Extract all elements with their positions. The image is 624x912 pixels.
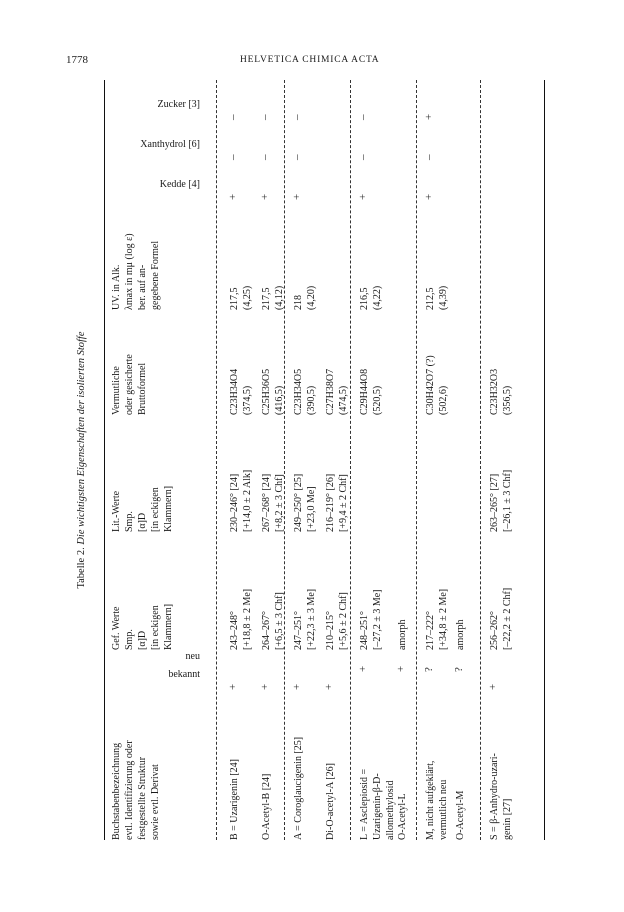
cell-formel [358, 369, 384, 415]
caption-title: Die wichtigsten Eigenschaften der isolierten Stoffe [76, 331, 87, 545]
text-line: Di-O-acetyl-A [26] [325, 763, 336, 840]
mark-zucker: – [227, 114, 239, 120]
text-line: Vermutliche [111, 366, 122, 415]
text-line: (502,6) [438, 385, 449, 415]
cell-gef [260, 592, 286, 650]
cell-formel [292, 369, 318, 415]
cell-name [396, 793, 409, 840]
text-line: 263–265° [27] [489, 473, 500, 532]
text-line: [in eckigen [150, 605, 161, 650]
mark-neu: ? [453, 667, 465, 672]
text-line: Klammern] [163, 485, 174, 532]
mark-bekannt: + [323, 683, 335, 690]
text-line: (520,5) [372, 385, 383, 415]
mark-xanthydrol: – [423, 154, 435, 160]
text-line: λmax in mμ (log ε) [124, 233, 135, 310]
text-line: (4,39) [438, 285, 449, 310]
text-line: ber. auf an- [137, 264, 148, 310]
text-line: (4,22) [372, 285, 383, 310]
mark-xanthydrol: – [357, 154, 369, 160]
cell-formel [324, 369, 350, 415]
cell-lit [260, 474, 286, 532]
text-line: B = Uzarigenin [24] [229, 759, 240, 840]
cell-formel [488, 369, 514, 415]
text-line: evtl. Identifizierung oder [124, 740, 135, 840]
column-header-zucker [110, 99, 200, 122]
text-line: 248–251° [359, 611, 370, 650]
text-line: (4,12) [274, 285, 285, 310]
text-line: [+8,2 ± 3 Chf] [274, 474, 285, 532]
mark-zucker: – [259, 114, 271, 120]
cell-name [488, 753, 514, 840]
text-line: O-Acetyl-M [455, 790, 466, 840]
column-header-label: neu [185, 651, 200, 662]
text-line: [α]D [137, 630, 148, 650]
text-line: (474,5) [338, 385, 349, 415]
cell-uv [424, 286, 450, 310]
mark-zucker: + [423, 113, 435, 120]
text-line: Gef. Werte [111, 606, 122, 650]
cell-name [260, 774, 273, 840]
mark-zucker: – [291, 114, 303, 120]
text-line: C23H32O3 [489, 368, 500, 415]
group-separator [284, 80, 285, 840]
column-header-uv [110, 233, 162, 310]
text-line: amorph [397, 619, 408, 650]
text-line: Buchstabenbezeichnung [111, 742, 122, 840]
header-rule [216, 80, 217, 840]
text-line: Uzarigenin-β-D- [372, 773, 383, 840]
text-line: A = Coroglaucigenin [25] [293, 736, 304, 840]
text-line: O-Acetyl-L [397, 793, 408, 840]
mark-kedde: + [423, 193, 435, 200]
page-header [0, 0, 624, 66]
text-line: 243–248° [229, 611, 240, 650]
text-line: (4,25) [242, 285, 253, 310]
text-line: (416,5) [274, 385, 285, 415]
cell-name [292, 737, 305, 840]
mark-kedde: + [259, 193, 271, 200]
cell-gef [292, 589, 318, 650]
mark-bekannt: + [487, 683, 499, 690]
text-line: (374,5) [242, 385, 253, 415]
text-line: 216–219° [26] [325, 473, 336, 532]
column-header-lit [110, 486, 175, 532]
text-line: UV. in Alk. [111, 264, 122, 310]
text-line: Lit.-Werte [111, 490, 122, 532]
text-line: C23H34O5 [293, 368, 304, 415]
top-rule [104, 80, 105, 840]
text-line: [+9,4 ± 2 Chf] [338, 474, 349, 532]
mark-zucker: – [357, 114, 369, 120]
text-line: [+6,5 ± 3 Chf] [274, 592, 285, 650]
text-line: [–27,2 ± 3 Me] [372, 589, 383, 650]
column-header-label: Zucker [3] [157, 99, 200, 110]
cell-formel [260, 369, 286, 415]
text-line: Smp. [124, 511, 135, 532]
text-line: 247–251° [293, 611, 304, 650]
text-line: L = Asclepiosid = [359, 768, 370, 840]
text-line: gegebene Formel [150, 240, 161, 310]
mark-xanthydrol: – [259, 154, 271, 160]
text-line: [+18,8 ± 2 Me] [242, 588, 253, 650]
text-line: S = β-Anhydro-uzari- [489, 753, 500, 840]
mark-bekannt: + [291, 683, 303, 690]
column-header-gef [110, 604, 175, 650]
mark-neu: ? [423, 667, 435, 672]
caption-prefix: Tabelle 2. [76, 547, 87, 589]
text-line: C29H44O8 [359, 368, 370, 415]
cell-name [454, 791, 467, 840]
cell-gef [454, 619, 467, 650]
cell-gef [396, 619, 409, 650]
mark-kedde: + [227, 193, 239, 200]
cell-uv [292, 286, 318, 310]
mark-xanthydrol: – [227, 154, 239, 160]
cell-name [424, 761, 450, 840]
text-line: [–26,1 ± 3 Chf] [502, 469, 513, 532]
mark-kedde: + [291, 193, 303, 200]
cell-formel [228, 369, 254, 415]
text-line: 212,5 [425, 287, 436, 310]
column-header-name [110, 740, 162, 840]
mark-kedde: + [357, 193, 369, 200]
text-line: O-Acetyl-B [24] [261, 773, 272, 840]
text-line: (4,20) [306, 285, 317, 310]
mark-bekannt: + [227, 683, 239, 690]
column-header-label: Kedde [4] [159, 179, 200, 190]
mark-xanthydrol: – [291, 154, 303, 160]
cell-lit [488, 470, 514, 532]
cell-uv [260, 286, 286, 310]
text-line: 267–268° [24] [261, 473, 272, 532]
bottom-rule [544, 80, 545, 840]
cell-gef [324, 592, 350, 650]
text-line: 218 [293, 295, 304, 310]
text-line: 256–262° [489, 611, 500, 650]
text-line: 216,5 [359, 287, 370, 310]
cell-uv [358, 286, 384, 310]
text-line: 217,5 [261, 287, 272, 310]
column-header-kedde [110, 179, 200, 202]
text-line: [+5,6 ± 2 Chf] [338, 592, 349, 650]
group-separator [480, 80, 481, 840]
column-header-formel [110, 354, 149, 415]
cell-name [228, 759, 241, 840]
text-line: vermutlich neu [438, 779, 449, 840]
text-line: amorph [455, 619, 466, 650]
text-line: Bruttoformel [137, 362, 148, 415]
page-number: 1778 [66, 54, 88, 66]
mark-neu: + [395, 665, 407, 672]
column-header-label: Xanthydrol [6] [140, 139, 200, 150]
text-line: [+22,3 ± 3 Me] [306, 588, 317, 650]
cell-gef [424, 589, 450, 650]
text-line: 217,5 [229, 287, 240, 310]
text-line: 217–222° [425, 611, 436, 650]
table-caption [76, 80, 87, 840]
text-line: festgestellte Struktur [137, 756, 148, 840]
group-separator [350, 80, 351, 840]
text-line: C27H38O7 [325, 368, 336, 415]
cell-gef [358, 590, 384, 650]
text-line: 264–267° [261, 611, 272, 650]
text-line: (390,5) [306, 385, 317, 415]
cell-gef [228, 589, 254, 650]
cell-uv [228, 286, 254, 310]
journal-title: HELVETICA CHIMICA ACTA [240, 55, 380, 65]
text-line: Klammern] [163, 603, 174, 650]
text-line: sowie evtl. Derivat [150, 764, 161, 840]
mark-bekannt: + [259, 683, 271, 690]
column-header-label: bekannt [168, 669, 200, 680]
rotated-table [70, 80, 550, 840]
text-line: [–22,2 ± 2 Chf] [502, 587, 513, 650]
text-line: [α]D [137, 512, 148, 532]
cell-formel [424, 355, 450, 415]
column-header-xanthydrol [110, 139, 200, 162]
text-line: oder gesicherte [124, 354, 135, 415]
text-line: [+23,0 Me] [306, 486, 317, 532]
cell-name [358, 769, 397, 840]
cell-lit [324, 474, 350, 532]
text-line: 230–246° [24] [229, 473, 240, 532]
text-line: allomethylosid [385, 780, 396, 840]
cell-lit [228, 470, 254, 532]
cell-gef [488, 588, 514, 650]
column-header-bekannt [110, 669, 200, 692]
text-line: (356,5) [502, 385, 513, 415]
text-line: genin [27] [502, 798, 513, 840]
text-line: C23H34O4 [229, 368, 240, 415]
column-header-neu [110, 651, 200, 674]
text-line: [in eckigen [150, 487, 161, 532]
group-separator [416, 80, 417, 840]
mark-neu: + [357, 665, 369, 672]
text-line: [+34,8 ± 2 Me] [438, 588, 449, 650]
text-line: M, nicht aufgeklärt, [425, 760, 436, 840]
text-line: 210–215° [325, 611, 336, 650]
text-line: C30H42O7 (?) [425, 355, 436, 415]
cell-name [324, 763, 337, 840]
text-line: 249–250° [25] [293, 473, 304, 532]
text-line: C25H36O5 [261, 368, 272, 415]
cell-lit [292, 474, 318, 532]
text-line: [+14,0 ± 2 Alk] [242, 469, 253, 532]
text-line: Smp. [124, 629, 135, 650]
